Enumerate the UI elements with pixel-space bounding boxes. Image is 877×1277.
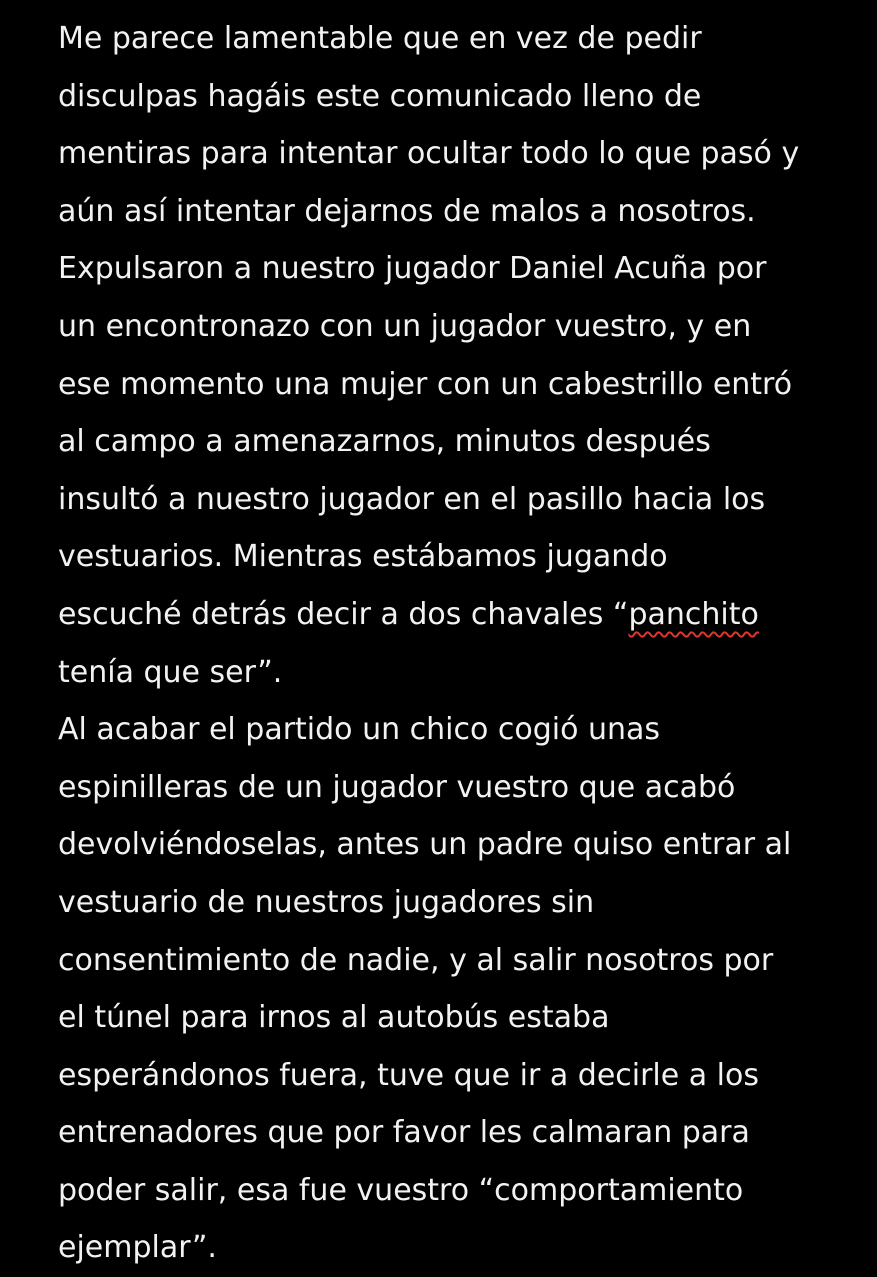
text-line: esperándonos fuera, tuve que ir a decirle a los xyxy=(58,1057,760,1093)
text-line: tenía que ser”. xyxy=(58,654,283,690)
text-line: un encontronazo con un jugador vuestro, y en xyxy=(58,308,752,344)
text-line: mentiras para intentar ocultar todo lo que pasó y xyxy=(58,136,800,172)
text-line: vestuario de nuestros jugadores sin xyxy=(58,884,595,920)
text-line: escuché detrás decir a dos chavales “panchito xyxy=(58,596,759,632)
text-line: ese momento una mujer con un cabestrillo entró xyxy=(58,366,793,402)
note-body[interactable] xyxy=(58,10,868,1277)
text-line: ejemplar”. xyxy=(58,1230,217,1266)
text-line: consentimiento de nadie, y al salir nosotros por xyxy=(58,942,774,978)
text-line: Al acabar el partido un chico cogió unas xyxy=(58,712,661,748)
text-line: espinilleras de un jugador vuestro que acabó xyxy=(58,769,736,805)
text-line: Expulsaron a nuestro jugador Daniel Acuña por xyxy=(58,251,767,287)
text-line: al campo a amenazarnos, minutos después xyxy=(58,424,711,460)
text-line: aún así intentar dejarnos de malos a nosotros. xyxy=(58,193,756,229)
text-line: disculpas hagáis este comunicado lleno de xyxy=(58,78,702,114)
text-line: Me parece lamentable que en vez de pedir xyxy=(58,21,702,56)
text-line: el túnel para irnos al autobús estaba xyxy=(58,1000,610,1036)
misspelled-word[interactable]: panchito xyxy=(628,596,759,632)
text-line: entrenadores que por favor les calmaran para xyxy=(58,1115,750,1151)
text-line: devolviéndoselas, antes un padre quiso entrar al xyxy=(58,827,792,863)
text-line: poder salir, esa fue vuestro “comportamiento xyxy=(58,1172,744,1208)
text-line: insultó a nuestro jugador en el pasillo hacia los xyxy=(58,481,766,517)
text-line: vestuarios. Mientras estábamos jugando xyxy=(58,539,668,575)
